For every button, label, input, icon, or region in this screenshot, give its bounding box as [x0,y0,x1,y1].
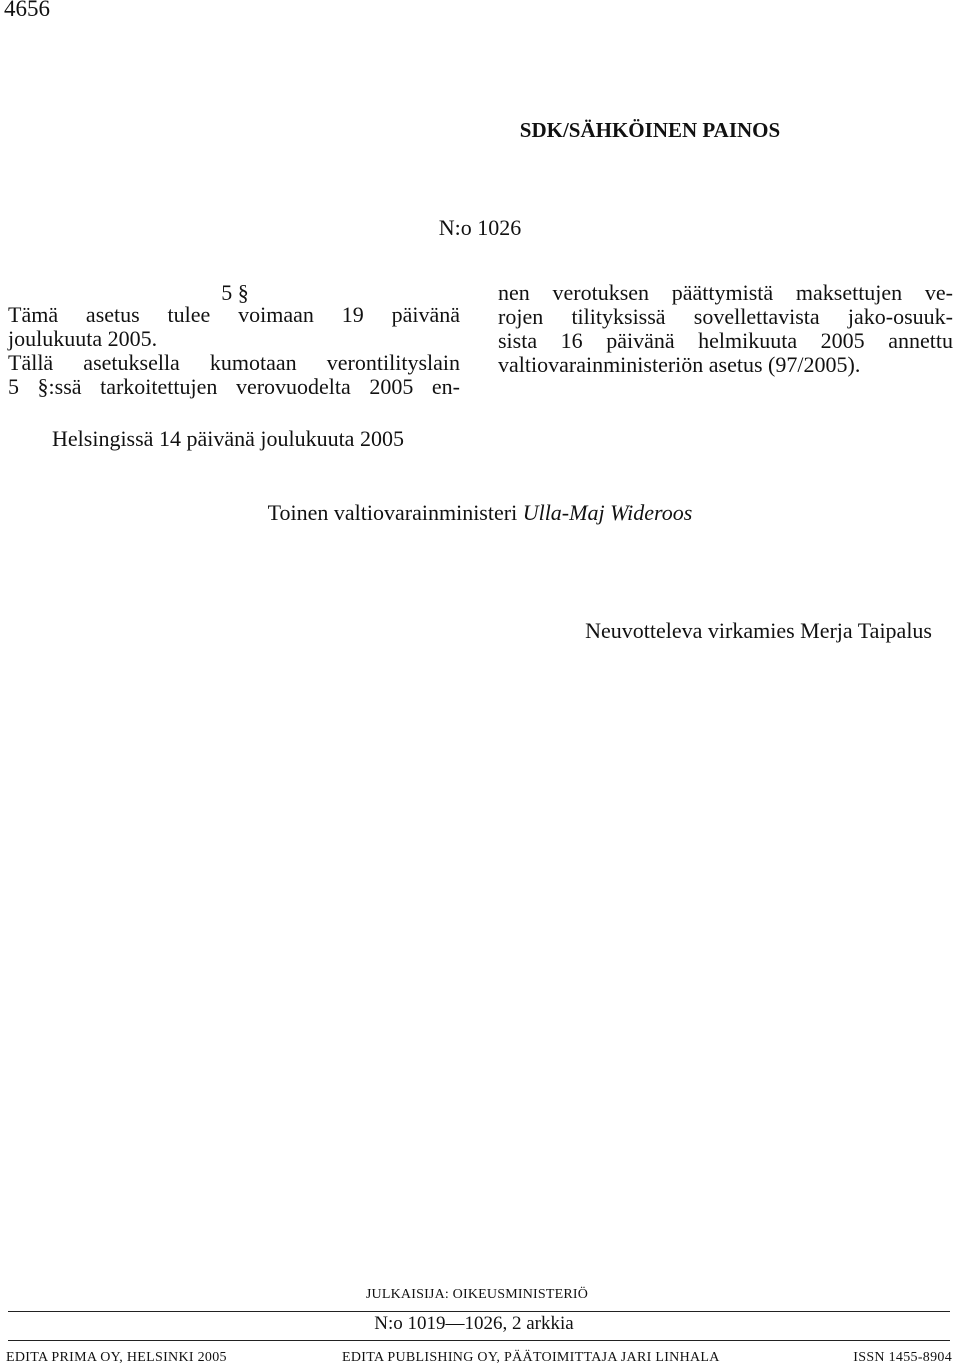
body-line: valtiovarainministeriön asetus (97/2005). [498,352,861,377]
minister-title: Toinen valtiovarainministeri [267,500,518,525]
printer-info: EDITA PRIMA OY, HELSINKI 2005 [6,1350,227,1365]
page-number: 4656 [4,0,50,21]
body-line: joulukuuta 2005. [8,326,158,351]
minister-signature [0,500,960,526]
body-column-right [498,281,953,377]
body-line: Tämä asetus tulee voimaan 19 päivänä [8,302,460,327]
body-line: 5 §:ssä tarkoitettujen verovuodelta 2005 en- [8,374,460,399]
minister-name: Ulla-Maj Wideroos [522,500,693,525]
body-line: rojen tilityksissä sovellettavista jako-osuuk- [498,304,953,329]
place-date: Helsingissä 14 päivänä joulukuuta 2005 [52,426,404,451]
publishing-info: EDITA PUBLISHING OY, PÄÄTOIMITTAJA JARI LINHALA [342,1350,720,1365]
section-heading: 5 § [221,280,249,305]
footer-rule-top [8,1311,950,1312]
decree-number: N:o 1026 [438,215,522,240]
series-title: SDK/SÄHKÖINEN PAINOS [519,118,781,142]
body-line: nen verotuksen päättymistä maksettujen ve- [498,280,953,305]
body-line: sista 16 päivänä helmikuuta 2005 annettu [498,328,953,353]
body-column-left [8,303,460,399]
issue-range: N:o 1019—1026, 2 arkkia [374,1313,574,1334]
body-line: Tällä asetuksella kumotaan verontilityslain [8,350,460,375]
official-signature: Neuvotteleva virkamies Merja Taipalus [585,618,932,643]
publisher-line: JULKAISIJA: OIKEUSMINISTERIÖ [365,1287,589,1302]
issn: ISSN 1455-8904 [853,1350,952,1365]
footer-rule-bottom [8,1340,950,1341]
